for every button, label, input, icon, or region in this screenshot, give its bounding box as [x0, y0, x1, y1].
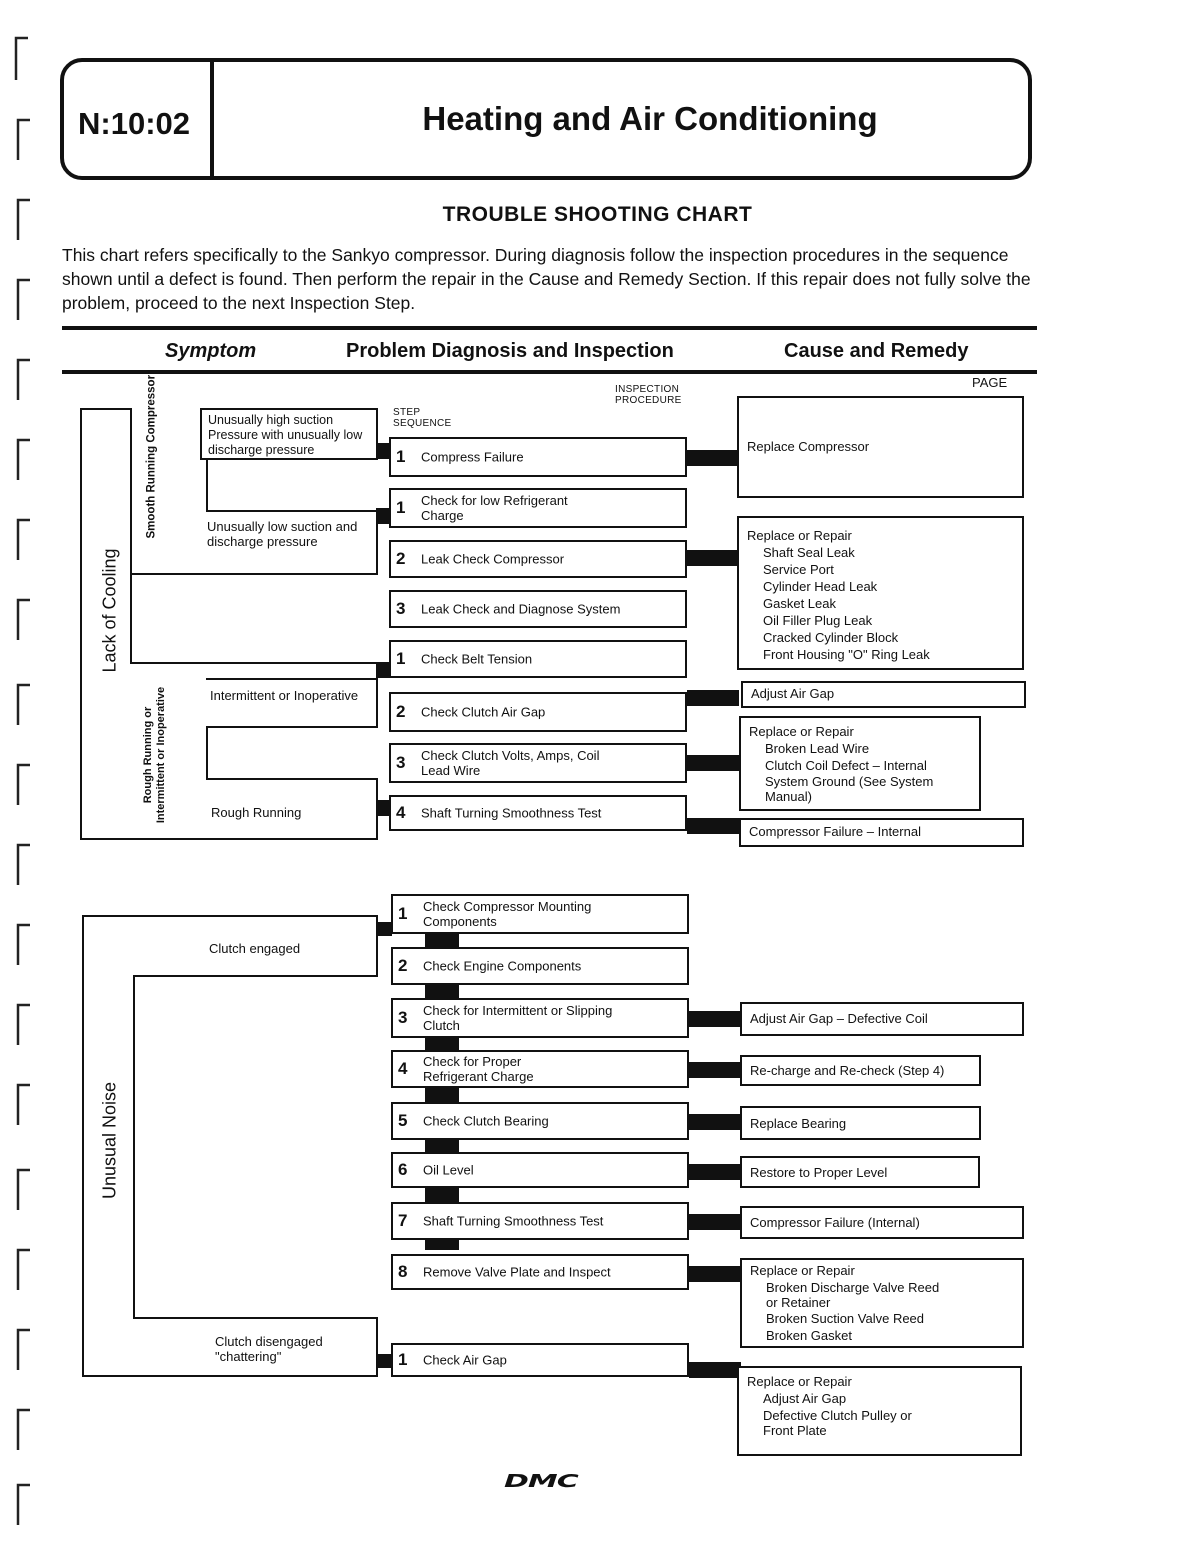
connector: [687, 755, 739, 771]
step-num: 2: [398, 956, 408, 975]
section-code: N:10:02: [78, 106, 190, 141]
symptom-high-suction-text: Unusually high suction Pressure with unusually low discharge pressure: [208, 413, 363, 457]
step-num: 2: [396, 702, 406, 721]
remedy-text: Adjust Air Gap: [751, 686, 835, 701]
frame-line: [82, 915, 378, 917]
frame-line: [80, 408, 132, 410]
step-num: 6: [398, 1160, 408, 1179]
step-num: 1: [396, 447, 406, 466]
lack-step-shaft: [389, 795, 687, 831]
connector: [689, 1362, 741, 1378]
remedy-text: Replace Bearing: [750, 1116, 847, 1131]
frame-line: [206, 510, 378, 512]
frame-line: [82, 1375, 378, 1377]
remedy-item: Gasket Leak: [763, 596, 836, 611]
symptom-intermittent: [206, 678, 378, 728]
noise-step-valve-plate: [391, 1254, 689, 1290]
remedy-item: Service Port: [763, 562, 834, 577]
frame-line: [206, 778, 378, 780]
step-label: Shaft Turning Smoothness Test: [421, 805, 602, 821]
step-label: Check Belt Tension: [421, 651, 533, 667]
step-num: 3: [396, 753, 406, 772]
remedy-item: Adjust Air Gap: [763, 1391, 847, 1406]
step-label: Check Clutch Volts, Amps, Coil Lead Wire: [421, 748, 600, 778]
symptom-clutch-engaged: Clutch engaged: [209, 941, 301, 956]
connector: [689, 1011, 741, 1027]
frame-line: [80, 408, 82, 840]
symptom-rough-running: Rough Running: [211, 805, 302, 820]
step-label: Check Air Gap: [423, 1352, 507, 1368]
step-num: 1: [396, 649, 406, 668]
remedy-item: Front Plate: [763, 1423, 827, 1438]
symptom-low-suction: Unusually low suction and discharge pressure: [207, 519, 358, 549]
step-label: Check for Proper Refrigerant Charge: [423, 1054, 534, 1084]
frame-line: [376, 1317, 378, 1377]
step-label: Remove Valve Plate and Inspect: [423, 1264, 611, 1280]
symptom-intermittent-text: Intermittent or Inoperative: [210, 688, 359, 703]
step-num: 3: [398, 1008, 408, 1027]
remedy-oil-level: [740, 1156, 980, 1188]
connector: [376, 1354, 392, 1368]
remedy-text: Adjust Air Gap – Defective Coil: [750, 1011, 928, 1026]
noise-step-air-gap: [391, 1343, 689, 1377]
connector: [687, 450, 739, 466]
remedy-item: Broken Discharge Valve Reed: [766, 1280, 940, 1295]
step-num: 7: [398, 1211, 408, 1230]
remedy-item: System Ground (See System: [765, 774, 934, 789]
remedy-item: or Retainer: [766, 1295, 831, 1310]
noise-step-bearing: [391, 1102, 689, 1140]
remedy-item: Broken Suction Valve Reed: [766, 1311, 925, 1326]
remedy-text: Restore to Proper Level: [750, 1165, 888, 1180]
step-sequence-label: STEP SEQUENCE: [393, 407, 452, 429]
remedy-replace-compressor: [737, 396, 1024, 498]
frame-line: [130, 573, 376, 575]
remedy-text: Compressor Failure – Internal: [749, 824, 921, 839]
noise-step-engine: [391, 947, 689, 985]
header-rule: [62, 370, 1037, 374]
smooth-running-label: Smooth Running Compressor: [145, 374, 158, 539]
frame-line: [82, 915, 84, 1377]
top-rule: [62, 326, 1037, 330]
col-diagnosis: Problem Diagnosis and Inspection: [346, 340, 674, 362]
connector: [689, 1062, 741, 1078]
step-num: 1: [398, 1350, 408, 1369]
lack-step-compress-failure: [389, 437, 687, 477]
frame-line: [206, 460, 208, 512]
connector: [689, 1114, 741, 1130]
remedy-item: Cracked Cylinder Block: [763, 630, 899, 645]
connector: [687, 690, 739, 706]
remedy-clutch-pulley: [737, 1366, 1022, 1456]
remedy-title: Replace or Repair: [747, 1374, 852, 1389]
remedy-item: Broken Lead Wire: [765, 741, 870, 756]
noise-step-mounting: [391, 894, 689, 934]
step-label: Check Compressor Mounting Components: [423, 899, 592, 929]
lack-step-leak-system: [389, 590, 687, 628]
noise-step-shaft: [391, 1202, 689, 1240]
step-label: Compress Failure: [421, 449, 524, 465]
remedy-compressor-internal: [739, 818, 1024, 847]
remedy-item: Manual): [765, 789, 812, 804]
step-num: 8: [398, 1262, 408, 1281]
step-label: Leak Check and Diagnose System: [421, 601, 621, 617]
lack-step-leak-compressor: [389, 540, 687, 578]
remedy-leak-repair: [737, 516, 1024, 670]
remedy-recharge: [740, 1055, 981, 1086]
remedy-item: Defective Clutch Pulley or: [763, 1408, 912, 1423]
remedy-text: Compressor Failure (Internal): [750, 1215, 920, 1230]
connector: [376, 800, 390, 816]
unusual-noise-label: Unusual Noise: [99, 1081, 120, 1200]
remedy-item: Front Housing "O" Ring Leak: [763, 647, 930, 662]
noise-step-slipping: [391, 998, 689, 1038]
rough-running-label: Rough Running or Intermittent or Inoperative: [142, 686, 167, 824]
remedy-text: Replace Compressor: [747, 439, 870, 454]
step-num: 1: [396, 498, 406, 517]
step-label: Check Engine Components: [423, 958, 582, 974]
step-label: Shaft Turning Smoothness Test: [423, 1213, 604, 1229]
symptom-high-suction: [200, 408, 378, 460]
step-num: 5: [398, 1111, 408, 1130]
frame-line: [133, 1317, 378, 1319]
step-num: 1: [398, 904, 408, 923]
col-remedy: Cause and Remedy: [784, 340, 969, 362]
dmc-logo: DMC: [504, 1471, 578, 1492]
lack-step-low-charge: [389, 488, 687, 528]
symptom-clutch-disengaged: Clutch disengaged "chattering": [215, 1334, 323, 1364]
step-label: Check for Intermittent or Slipping Clutch: [423, 1003, 613, 1033]
remedy-item: Clutch Coil Defect – Internal: [765, 758, 927, 773]
remedy-compressor-failure: [740, 1206, 1024, 1239]
step-num: 4: [398, 1059, 408, 1078]
lack-step-belt: [389, 640, 687, 678]
connector: [689, 1214, 741, 1230]
connector: [376, 508, 390, 524]
step-num: 2: [396, 549, 406, 568]
remedy-title: Replace or Repair: [749, 724, 854, 739]
lack-step-air-gap: [389, 692, 687, 732]
binder-holes-decoration: [8, 30, 38, 1530]
frame-line: [130, 662, 378, 664]
page-title: Heating and Air Conditioning: [422, 100, 878, 137]
remedy-adjust-air-gap: [741, 681, 1026, 708]
step-label: Oil Level: [423, 1162, 474, 1178]
connector: [687, 550, 739, 566]
remedy-replace-bearing: [740, 1106, 981, 1140]
step-num: 4: [396, 803, 406, 822]
intro-paragraph: This chart refers specifically to the Sankyo compressor. During diagnosis follow the inspection procedures in the sequence shown until a defect is found. Then perform the repair in the Cause and Remedy Section. If this repair does not fully solve the problem, proceed to the next Inspection Step.: [62, 245, 1031, 313]
frame-line: [80, 838, 378, 840]
noise-step-charge: [391, 1050, 689, 1088]
step-label: Leak Check Compressor: [421, 551, 565, 567]
col-page: PAGE: [972, 375, 1008, 390]
connector: [376, 922, 392, 936]
remedy-item: Oil Filler Plug Leak: [763, 613, 873, 628]
noise-step-oil: [391, 1152, 689, 1188]
remedy-item: Cylinder Head Leak: [763, 579, 878, 594]
remedy-title: Replace or Repair: [747, 528, 852, 543]
connector: [376, 662, 390, 678]
connector: [687, 818, 739, 834]
connector: [689, 1164, 741, 1180]
remedy-title: Replace or Repair: [750, 1263, 855, 1278]
header-divider: [210, 62, 214, 176]
lack-step-volts: [389, 743, 687, 783]
step-label: Check for low Refrigerant Charge: [421, 493, 568, 523]
connector: [376, 443, 390, 459]
step-label: Check Clutch Bearing: [423, 1113, 549, 1129]
remedy-item: Broken Gasket: [766, 1328, 852, 1343]
frame-line: [206, 728, 208, 780]
chart-title: TROUBLE SHOOTING CHART: [442, 203, 753, 226]
remedy-clutch-repair: [739, 716, 981, 811]
remedy-defective-coil: [740, 1002, 1024, 1036]
frame-line: [133, 975, 135, 1319]
lack-of-cooling-label: Lack of Cooling: [99, 548, 120, 673]
step-num: 3: [396, 599, 406, 618]
inspection-procedure-label: INSPECTION PROCEDURE: [615, 384, 682, 406]
frame-line: [133, 975, 378, 977]
remedy-text: Re-charge and Re-check (Step 4): [750, 1063, 945, 1078]
remedy-item: Shaft Seal Leak: [763, 545, 855, 560]
step-label: Check Clutch Air Gap: [421, 704, 546, 720]
frame-line: [130, 408, 132, 664]
remedy-valve-repair: [740, 1258, 1024, 1348]
connector: [689, 1266, 741, 1282]
col-symptom: Symptom: [165, 340, 257, 362]
